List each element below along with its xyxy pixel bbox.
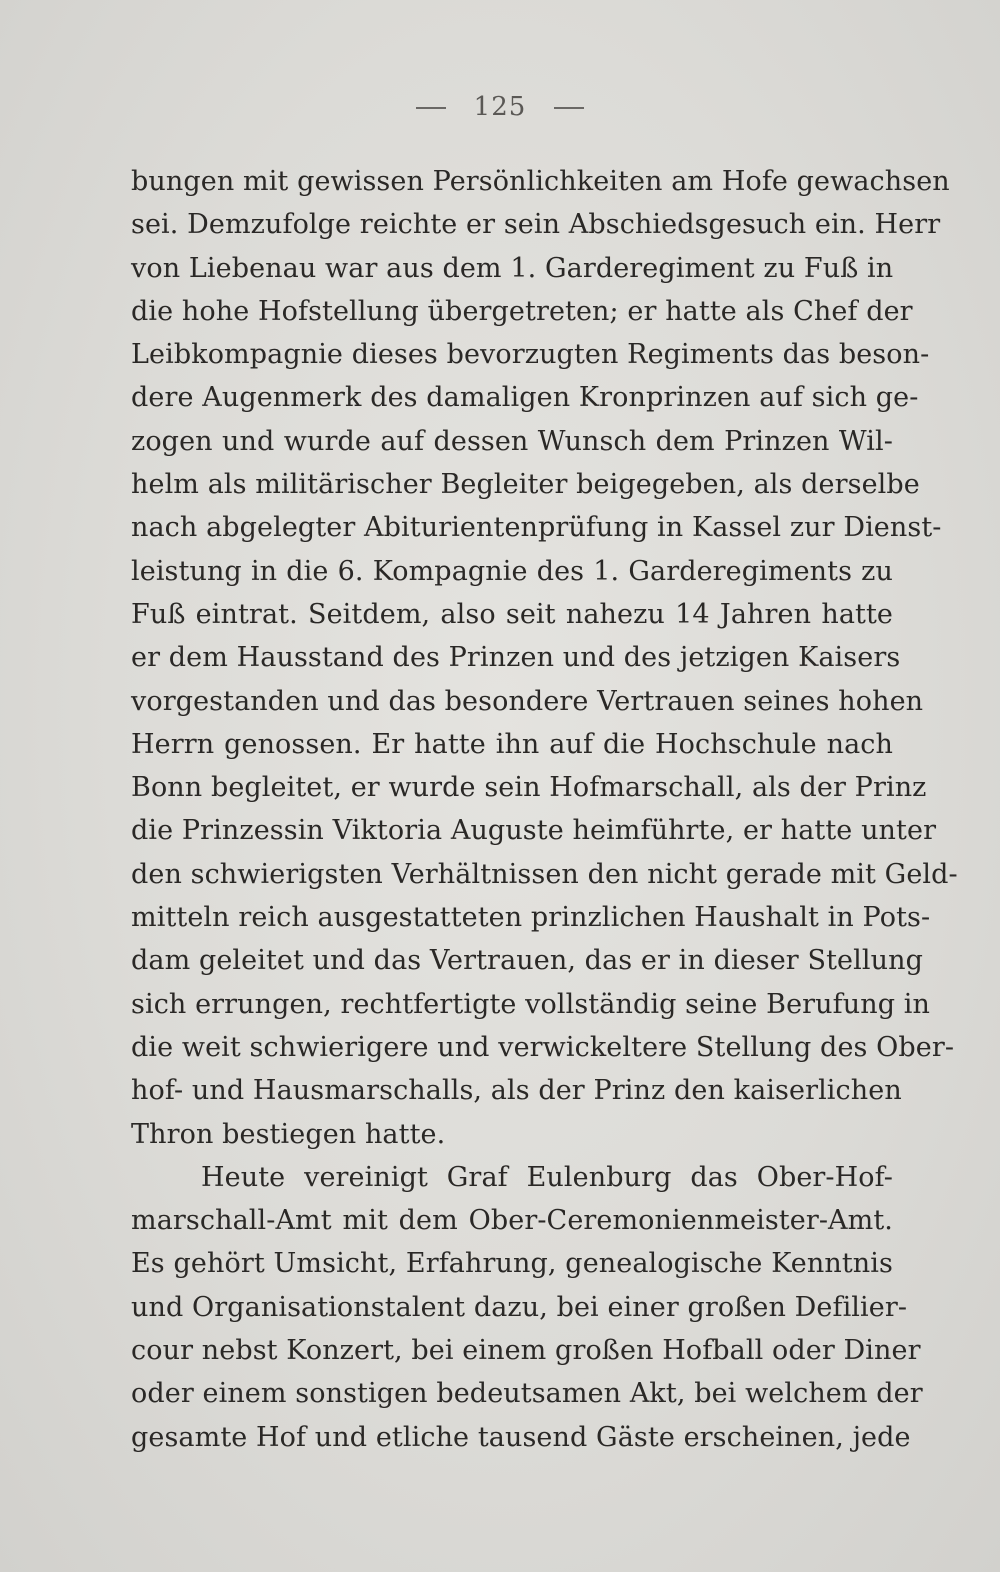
text-line: Es gehört Umsicht, Erfahrung, genealogische Kenntnis [131,1248,893,1280]
text-line: sei. Demzufolge reichte er sein Abschiedsgesuch ein. Herr [131,209,941,241]
text-line: mitteln reich ausgestatteten prinzlichen Haushalt in Pots- [131,902,931,934]
text-line: Herrn genossen. Er hatte ihn auf die Hochschule nach [131,728,893,760]
text-line: die hohe Hofstellung übergetreten; er hatte als Chef der [131,295,913,327]
text-line: und Organisationstalent dazu, bei einer großen Defilier- [131,1291,908,1323]
text-line: er dem Hausstand des Prinzen und des jetzigen Kaisers [131,642,901,674]
text-line: dam geleitet und das Vertrauen, das er in dieser Stellung [131,945,923,977]
text-line: Bonn begleitet, er wurde sein Hofmarschall, als der Prinz [131,772,927,804]
text-line: bungen mit gewissen Persönlichkeiten am Hofe gewachsen [131,166,950,197]
text-line: marschall-Amt mit dem Ober-Ceremonienmeister-Amt. [131,1205,893,1237]
text-line: leistung in die 6. Kompagnie des 1. Garderegiments zu [131,555,893,587]
text-line: Leibkompagnie dieses bevorzugten Regiments das beson- [131,339,930,371]
page-header [0,92,1000,122]
text-line: gesamte Hof und etliche tausend Gäste erscheinen, jede [131,1421,911,1453]
text-line: sich errungen, rechtfertigte vollständig seine Berufung in [131,988,931,1020]
text-line: die weit schwierigere und verwickeltere Stellung des Ober- [131,1031,955,1063]
text-line: oder einem sonstigen bedeutsamen Akt, bei welchem der [131,1378,923,1410]
text-line: helm als militärischer Begleiter beigegeben, als derselbe [131,469,920,501]
text-line: cour nebst Konzert, bei einem großen Hofball oder Diner [131,1335,921,1367]
text-line: von Liebenau war aus dem 1. Garderegiment zu Fuß in [131,252,894,284]
text-line: nach abgelegter Abiturientenprüfung in Kassel zur Dienst- [131,512,942,544]
text-line: hof- und Hausmarschalls, als der Prinz den kaiserlichen [131,1075,902,1107]
paragraph-start-line: Heute vereinigt Graf Eulenburg das Ober-Hof- [201,1161,893,1193]
text-line: den schwierigsten Verhältnissen den nicht gerade mit Geld- [131,858,958,890]
text-line: vorgestanden und das besondere Vertrauen seines hohen [131,685,924,717]
text-line: dere Augenmerk des damaligen Kronprinzen auf sich ge- [131,382,919,414]
text-line: die Prinzessin Viktoria Auguste heimführte, er hatte unter [131,815,937,847]
paragraph-end-line: Thron bestiegen hatte. [131,1118,446,1150]
body-text [131,160,958,1459]
text-line: Fuß eintrat. Seitdem, also seit nahezu 14 Jahren hatte [131,598,893,630]
header-dash-right [554,107,584,109]
header-dash-left [416,107,446,109]
text-line: zogen und wurde auf dessen Wunsch dem Prinzen Wil- [131,425,893,457]
page-number: 125 [473,92,527,122]
